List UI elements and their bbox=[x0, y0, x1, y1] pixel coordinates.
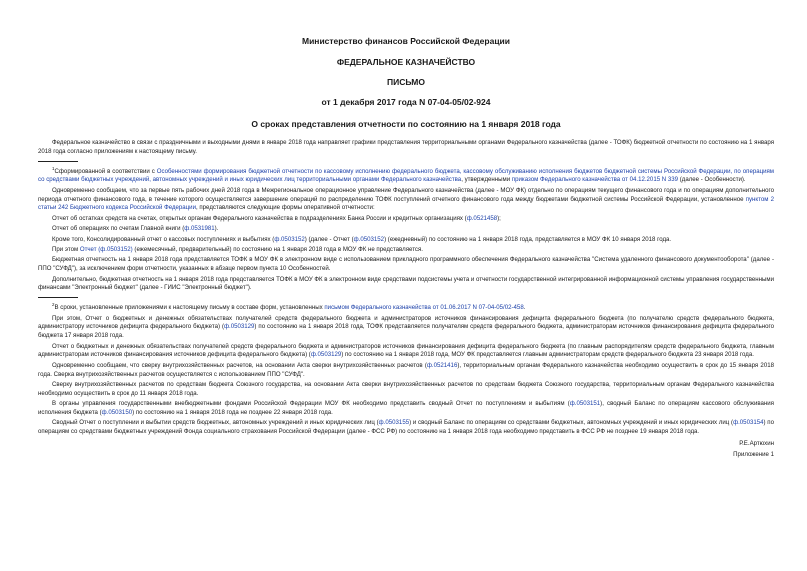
link-form-0503152[interactable]: ф.0503152 bbox=[274, 235, 305, 243]
link-osobennosti[interactable]: Особенностями формирования бюджетной отчетности по кассовому исполнению федерального бюджета, кассовому обслуживанию исполнения бюджетов бюджетной системы Российской Федерации, по операциям со средствами бюджетных учреждений, автономных учреждений и иных юридических лиц территориальными органами Федерального казначейства bbox=[38, 167, 774, 184]
footnote-1 bbox=[38, 165, 774, 294]
link-order-339[interactable]: приказом Федерального казначейства от 04.12.2015 N 339 bbox=[511, 176, 679, 184]
footnote-1-p3: Отчет об остатках средств на счетах, открытых органам Федерального казначейства в подразделениях Банка России и кредитных организациях (ф.0521458); bbox=[52, 214, 501, 222]
footnote-2-p7: Сводный Отчет о поступлении и выбытии средств бюджетных, автономных учреждений и иных юридических лиц (ф.0503155) и сводный Баланс по операциям со средствами бюджетных, автономных учреждений и иных юридических лиц (ф.0503154) по операциям со средствами бюджетных учреждений Фонда социального страхования Российской Федерации (далее - ФСС РФ) по состоянию на 1 января 2018 года необходимо представить в ФСС РФ не позднее 19 января 2018 года. bbox=[38, 419, 774, 436]
document bbox=[38, 36, 774, 459]
signature-name: Р.Е.Артюхин bbox=[739, 439, 774, 447]
link-form-0503150[interactable]: ф.0503150 bbox=[101, 408, 133, 416]
link-form-0531981[interactable]: ф.0531981 bbox=[184, 225, 215, 233]
footnote-2 bbox=[38, 301, 774, 437]
link-form-0521458[interactable]: ф.0521458 bbox=[466, 214, 498, 222]
link-budget-code[interactable]: пунктом 2 статьи 242 Бюджетного кодекса Российской Федерации bbox=[38, 195, 774, 212]
footnote-1-p2: Одновременно сообщаем, что за первые пять рабочих дней 2018 года в Межрегиональное операционное управление Федерального казначейства (далее - МОУ ФК) отдельно по операциям текущего финансового года и по операциям дополнительного периода отчетного финансового года, в течение которого осуществляется завершение операций по распределению ТОФК поступлений отчетного финансового года между бюджетами бюджетной системы Российской Федерации, установленное пунктом 2 статьи 242 Бюджетного кодекса Российской Федерации, представляются следующие формы оперативной отчетности: bbox=[38, 186, 774, 212]
footnote-1-p6: При этом Отчет (ф.0503152) (ежемесячный, предварительный) по состоянию на 1 января 2018 года в МОУ ФК не представляется. bbox=[52, 245, 423, 253]
footnote-2-p4: Одновременно сообщаем, что сверку внутрихозяйственных расчетов, на основании Акта сверки внутрихозяйственных расчетов (ф.0521416), территориальным органам Федерального казначейства необходимо осуществить в срок до 15 января 2018 года. Сверка внутрихозяйственных расчетов осуществляется с использованием ППО "СУФД". bbox=[38, 361, 774, 378]
link-report-0503152[interactable]: Отчет (ф.0503152) bbox=[79, 245, 133, 253]
link-form-0503154[interactable]: ф.0503154 bbox=[733, 419, 764, 427]
footnote-1-p4: Отчет об операциях по счетам Главной книги (ф.0531981). bbox=[52, 225, 219, 233]
footnote-1-p8: Дополнительно, бюджетная отчетность на 1 января 2018 года представляется ТОФК в МОУ ФК в электронном виде средствами подсистемы учета и отчетности государственной интегрированной информационной системы управления государственными финансами "Электронный бюджет" (далее - ГИИС "Электронный бюджет"). bbox=[38, 275, 774, 292]
footnote-marker: 1 bbox=[52, 165, 55, 171]
footnote-marker: 2 bbox=[52, 302, 55, 308]
link-form-0503129-b[interactable]: ф.0503129 bbox=[310, 351, 342, 359]
footnote-divider bbox=[38, 297, 78, 298]
footnote-1-p7: Бюджетная отчетность на 1 января 2018 года представляется ТОФК в МОУ ФК в электронном виде с использованием прикладного программного обеспечения Федерального казначейства "Система удаленного финансового документооборота" (далее - ППО "СУФД"), за исключением форм отчетности, указанных в абзаце первом пункта 10 Особенностей. bbox=[38, 256, 774, 273]
footnote-2-p1: $^2$В сроки, установленные приложениями к настоящему письму в составе форм, установленных письмом Федерального казначейства от 01.06.2017 N 07-04-05/02-458. bbox=[52, 302, 526, 312]
footnote-2-p3: Отчет о бюджетных и денежных обязательствах получателей средств федерального бюджета и администраторов источников финансирования дефицита федерального бюджета (по главным распорядителям средств федерального бюджета, главным администраторам источников финансирования источников дефицита федерального бюджета) (ф.0503129) по состоянию на 1 января 2018 года, МОУ ФК представляется главным администраторам средств федерального бюджета 23 января 2018 года. bbox=[38, 342, 774, 359]
footnote-1-p5: Кроме того, Консолидированный отчет о кассовых поступлениях и выбытиях (ф.0503152) (далее - Отчет (ф.0503152) (ежедневный) по состоянию на 1 января 2018 года, представляется в МОУ ФК 10 января 2018 года. bbox=[52, 235, 672, 243]
intro-paragraph: Федеральное казначейство в связи с праздничными и выходными днями в январе 2018 года направляет графики представления территориальными органами Федерального казначейства (далее - ТОФК) бюджетной отчетности по состоянию на 1 января 2018 года согласно приложениям к настоящему письму. bbox=[38, 139, 774, 155]
link-form-0503155[interactable]: ф.0503155 bbox=[378, 419, 410, 427]
footnote-2-p2: При этом, Отчет о бюджетных и денежных обязательствах получателей средств федерального бюджета и администраторов источников финансирования дефицита федерального бюджета (по получателю средств федерального бюджета, администратору источников дефицита федерального бюджета) (ф.0503129) по состоянию на 1 января 2018 года, ТОФК представляется получателям средств федерального бюджета, администраторам источников финансирования дефицита федерального бюджета 17 января 2018 года. bbox=[38, 314, 774, 340]
ministry-title: Министерство финансов Российской Федерации bbox=[302, 36, 510, 46]
link-form-0521416[interactable]: ф.0521416 bbox=[426, 361, 458, 369]
link-form-0503151[interactable]: ф.0503151 bbox=[569, 400, 601, 408]
footnote-2-p5: Сверку внутрихозяйственных расчетов по средствам бюджета Союзного государства, на основании Акта сверки внутрихозяйственных расчетов по средствам бюджета Союзного государства, территориальным органам Федерального казначейства необходимо осуществить в срок до 11 января 2018 года. bbox=[38, 380, 774, 397]
agency-title: ФЕДЕРАЛЬНОЕ КАЗНАЧЕЙСТВО bbox=[336, 57, 476, 67]
footnote-2-p6: В органы управления государственными внебюджетными фондами Российской Федерации МОУ ФК необходимо представить сводный Отчет по поступлениям и выбытиям (ф.0503151), сводный Баланс по операциям кассового обслуживания исполнения бюджета (ф.0503150) по состоянию на 1 января 2018 года не позднее 22 января 2018 года. bbox=[38, 400, 774, 416]
footnote-divider bbox=[38, 161, 78, 162]
link-letter-458[interactable]: письмом Федерального казначейства от 01.06.2017 N 07-04-05/02-458 bbox=[324, 304, 524, 312]
link-form-0503129[interactable]: ф.0503129 bbox=[223, 323, 255, 331]
link-form-0503152-b[interactable]: ф.0503152 bbox=[353, 235, 385, 243]
doc-subject: О сроках представления отчетности по состоянию на 1 января 2018 года bbox=[251, 119, 561, 129]
doc-type: ПИСЬМО bbox=[387, 77, 425, 87]
attachment-label: Приложение 1 bbox=[733, 450, 774, 458]
doc-ref: от 1 декабря 2017 года N 07-04-05/02-924 bbox=[321, 97, 491, 107]
footnote-1-p1: $^1$Сформированной в соответствии с Особенностями формирования бюджетной отчетности по кассовому исполнению федерального бюджета, кассовому обслуживанию исполнения бюджетов бюджетной системы Российской Федерации, по операциям со средствами бюджетных учреждений, автономных учреждений и иных юридических лиц территориальными органами Федерального казначейства, утвержденными приказом Федерального казначейства от 04.12.2015 N 339 (далее - Особенности). bbox=[38, 165, 774, 184]
